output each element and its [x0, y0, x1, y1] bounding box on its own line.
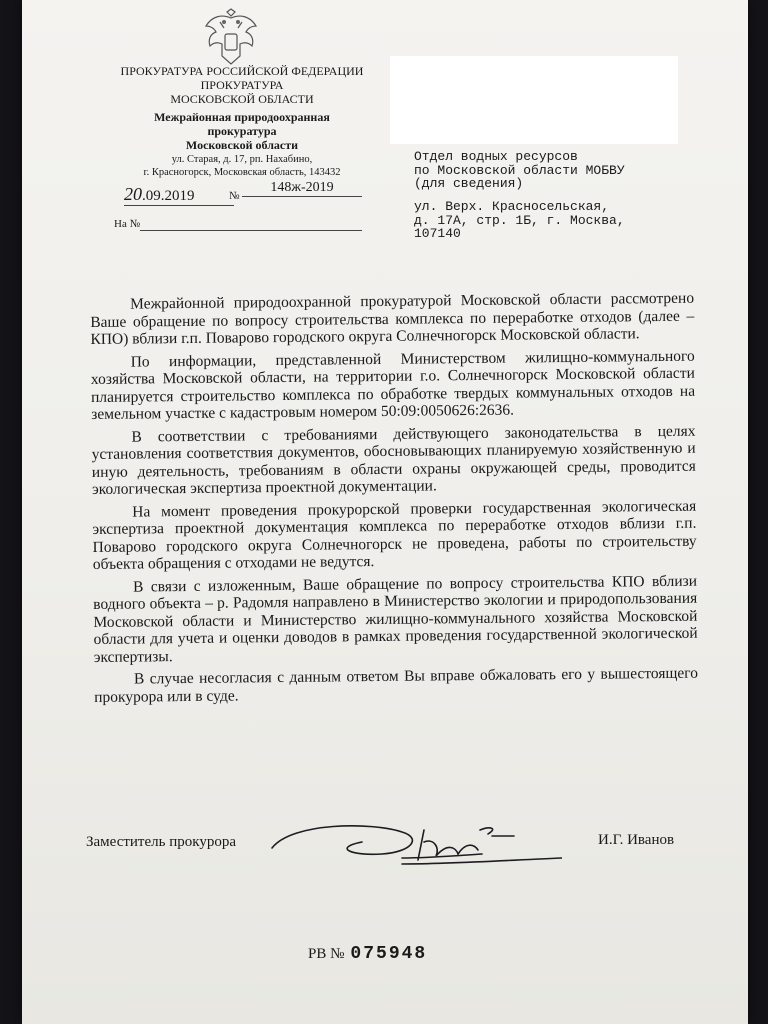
handwritten-signature-icon: [252, 818, 562, 870]
sender-address-line-2: г. Красногорск, Московская область, 143432: [143, 167, 341, 178]
dept-line-1: Межрайонная природоохранная: [154, 110, 330, 124]
sender-address-line-1: ул. Старая, д. 17, рп. Нахабино,: [171, 154, 313, 165]
addressee-line-3: (для сведения): [414, 176, 524, 191]
letter-date: [124, 184, 234, 206]
body-paragraph-6: В случае несогласия с данным ответом Вы вправе обжаловать его у вышестоящего прокурора или в суде.: [94, 664, 699, 706]
org-line-3: МОСКОВСКОЙ ОБЛАСТИ: [170, 92, 314, 106]
org-line-1: ПРОКУРАТУРА РОССИЙСКОЙ ФЕДЕРАЦИИ: [120, 64, 364, 78]
redaction-block: [390, 56, 678, 144]
form-number: 075948: [350, 944, 428, 964]
addressee-address-line-1: ул. Верх. Красносельская,: [414, 199, 610, 214]
coat-of-arms-icon: [200, 8, 262, 68]
body-paragraph-4: На момент проведения прокурорской проверки государственная экологическая экспертиза проектной документация комплекса по переработке отходов вблизи г.п. Поварово городского округа Солнечногорск не проведена, работы по строительству объекта обращения с отходами не ведутся.: [92, 497, 697, 573]
department-header: [112, 110, 372, 152]
dept-line-2: прокуратура: [207, 124, 277, 138]
sender-address: [112, 153, 372, 179]
body-paragraph-3: В соответствии с требованиями действующего законодательства в целях установления соответствия документов, обосновывающих планируемую хозяйственную и иную деятельность, требованиям в области охраны окружающей среды, проводится экологическая экспертиза проектной документации.: [91, 422, 696, 498]
reference-label: На №: [114, 218, 141, 230]
registration-number: 148ж-2019: [242, 180, 362, 197]
signatory-name: И.Г. Иванов: [598, 832, 675, 848]
letter-body: [90, 290, 698, 711]
body-paragraph-1: Межрайонной природоохранной прокуратурой Московской области рассмотрено Ваше обращение по вопросу строительства комплекса по переработке отходов (далее – КПО) вблизи г.п. Поварово городского округа Солнечногорск Московской области.: [90, 289, 695, 348]
org-header: [112, 64, 372, 106]
form-series: РВ №: [308, 946, 345, 962]
dept-line-3: Московской области: [185, 138, 299, 152]
addressee-line-1: Отдел водных ресурсов: [414, 149, 578, 164]
number-sign: №: [229, 190, 240, 202]
form-serial: [308, 944, 427, 964]
addressee-block: [414, 150, 714, 191]
document-page: [22, 0, 748, 1024]
addressee-line-2: по Московской области МОБВУ: [414, 162, 625, 178]
reference-line: [140, 230, 362, 231]
body-paragraph-5: В связи с изложенным, Ваше обращение по вопросу строительства КПО вблизи водного объекта – р. Радомля направлено в Министерство экологии и природопользования Московской области и Министерство жилищно-коммунального хозяйства Московской области для учета и оценки доводов в рамках проведения государственной экологической экспертизы.: [93, 572, 698, 666]
body-paragraph-2: По информации, представленной Министерством жилищно-коммунального хозяйства Московской области, на территории г.о. Солнечногорск Московской области планируется строительство комплекса по обработке твердых коммунальных отходов на земельном участке с кадастровым номером 50:09:0050626:2636.: [90, 347, 696, 423]
date-handwritten: 20: [124, 184, 142, 204]
addressee-address-line-2: д. 17А, стр. 1Б, г. Москва,: [414, 212, 625, 228]
signatory-title: Заместитель прокурора: [86, 834, 236, 850]
addressee-address-line-3: 107140: [414, 226, 461, 241]
addressee-address: [414, 200, 714, 241]
date-printed: .09.2019: [142, 188, 195, 204]
org-line-2: ПРОКУРАТУРА: [200, 78, 284, 92]
